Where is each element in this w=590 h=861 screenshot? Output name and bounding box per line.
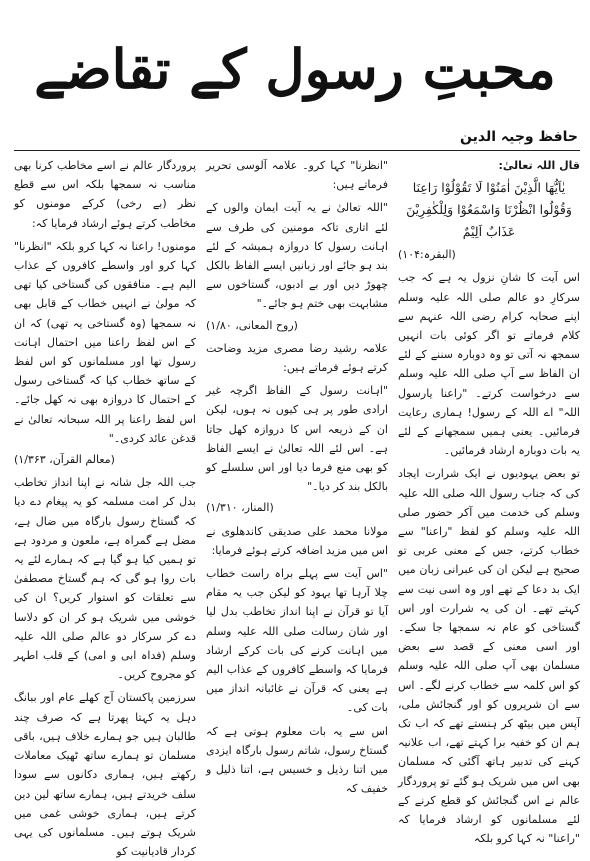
paragraph: مولانا محمد علی صدیقی کاندھلوی نے اس میں مزید اضافہ کرتے ہوئے فرمایا: (206, 524, 388, 557)
citation: (روح المعانی، ۱/۸۰) (206, 318, 298, 332)
column-heading: قال اللہ تعالیٰ: (498, 159, 580, 172)
column-middle (206, 156, 388, 796)
citation: (المنار، ۱/۳۱۰) (206, 501, 274, 515)
verse-reference: (البقرہ:۱۰۴) (398, 248, 456, 262)
paragraph: علامہ رشید رضا مصری مزید وضاحت کرتے ہوئے فرماتے ہیں: (206, 341, 388, 375)
article-title: محبتِ رسول کے تقاضے (34, 37, 556, 101)
column-left (14, 156, 196, 859)
quotation: "اللہ تعالیٰ نے یہ آیت ایمان والوں کے لئے اتاری تاکہ مومنین کی طرف سے اہانت رسول کا دروازہ ہمیشہ کے لئے بند ہو جائے اور زبانیں ایسے الفاظ بالکل چھوڑ دیں اور بے ادبوں، گستاخوں سے مشابہت بھی ختم ہو جائے۔" (206, 201, 388, 311)
column-right (398, 156, 580, 846)
quran-verse: یٰاَیُّھَا الَّذِیْنَ اٰمَنُوْا لَا تَقُوْلُوْا رَاعِنَا وَقُوْلُوا انْظُرْنَا وَاسْمَعُوْا وَلِلْکٰفِرِیْنَ عَذَابٌ اَلِیْمٌ (406, 180, 572, 240)
paragraph: "انظرنا" کہا کرو۔ علامہ آلوسی تحریر فرماتے ہیں: (206, 159, 388, 192)
quotation: مومنوں! راعنا نہ کہا کرو بلکہ "انظرنا" کہا کرو اور واسطے کافروں کے عذاب الیم ہے۔ منافقوں کی گستاخی کیا تھی کہ مولیٰ نے انہیں خطاب کے قابل بھی نہ سمجھا (وہ گستاخی یہ تھی) کہ ان کے اس لفظ راعنا میں احتمال اہانت رسول تھا اور مسلمانوں کو اس لفظ کے ساتھ خطاب کیا کہ گستاخی رسول کے احتمال کا دروازہ بھی نہ کھل جائے۔ اس لفظ راعنا پر اللہ سبحانہ تعالیٰ نے قدغن عائد کردی۔" (14, 239, 196, 445)
article-columns (14, 156, 580, 859)
paragraph: اس آیت کا شانِ نزول یہ ہے کہ جب سرکارِ دو عالم صلی اللہ علیہ وسلم اپنے صحابہ کرام رضی اللہ عنہم سے کلام فرماتے تو اگر کوئی بات انہیں سمجھ نہ آتی تو وہ دوبارہ سننے کے لئے ان الفاظ سے آپ صلی اللہ علیہ وسلم سے درخواست کرتے۔ "راعنا یارسول اللہ" اے اللہ کے رسول! ہماری رعایت فرمائیں۔ یعنی ہمیں سمجھانے کے لئے یہ بات دوبارہ ارشاد فرمائیں۔ (398, 271, 580, 458)
quotation: "اہانت رسول کے الفاظ اگرچہ غیر ارادی طور پر ہی کیوں نہ ہوں، لیکن ان کے ذریعہ اس کا دروازہ کھل جاتا ہے۔ اس لئے اللہ تعالیٰ نے ایسے الفاظ کو بھی منع فرما دیا اور اس سلسلے کو بالکل بند کر دیا۔" (206, 384, 388, 494)
paragraph: جب اللہ جل شانہ نے اپنا انداز تخاطب بدل کر امت مسلمہ کو یہ پیغام دے دیا کہ گستاخ رسول بارگاہ میں ضال ہے، مضل ہے گمراہ ہے، ملعون و مردود ہے تو ہمیں کیا ہو گیا ہے کہ ہمارے لئے یہ بات روا ہو گی کہ ہم گستاخ مصطفیٰ سے تعلقات کو استوار کریں؟ ان کی خوشی میں شریک ہو کر ان کو دلاسا دے کر سرکار دو عالم صلی اللہ علیہ وسلم (فداہ ابی و امی) کے قلب اطہر کو مجروح کریں۔ (14, 476, 196, 682)
quotation: "اس آیت سے پہلے براہ راست خطاب چلا آرہا تھا یہود کو لیکن جب یہ مقام آیا تو قرآن نے اپنا انداز تخاطب بدل لیا اور شان رسالت صلی اللہ علیہ وسلم میں اہانت کرنے کی بات کرکے ارشاد فرمایا کہ واسطے کافروں کے عذاب الیم ہے یعنی کہ قرآن نے غائبانہ انداز میں بات کی۔ (206, 567, 388, 715)
paragraph: تو بعض یہودیوں نے ایک شرارت ایجاد کی کہ جناب رسول اللہ صلی اللہ علیہ وسلم کی خدمت میں آکر حضور صلی اللہ علیہ وسلم کو لفظ "راعنا" سے خطاب کرتے، جس کے معنی عربی تو صحیح ہے لیکن ان کی عبرانی زبان میں ایک بد دعا کے تھے اور وہ اسی نیت سے کہتے تھے۔ ان کی یہ شرارت اور اس گستاخی کو عام نہ سمجھا جا سکے۔ اور اسی معنی کے قصد سے بعض مسلمان بھی آپ صلی اللہ علیہ وسلم کو اس کلمہ سے خطاب کرنے لگے۔ اس سے ان شریروں کو اور گنجائش ملی، آپس میں بیٹھ کر ہنستے تھے کہ اب تک ہم ان کو خفیہ برا کہتے تھے، اب علانیہ کہنے کی تدبیر ہاتھ آگئی کہ مسلمان بھی اس میں شریک ہو گئے تو پروردگار عالم نے اس گنجائش کو قطع کرنے کے لئے مسلمانوں کو ارشاد فرمایا کہ "راعنا" نہ کہا کرو بلکہ (398, 467, 580, 846)
citation: (معالم القرآن، ۱/۳۶۳) (14, 453, 115, 467)
paragraph: پروردگار عالم نے اسے مخاطب کرنا بھی مناسب نہ سمجھا بلکہ اس سے قطع نظر (بے رخی) کرکے مومنوں کو مخاطب کرتے ہوئے ارشاد فرمایا کہ: (14, 159, 196, 230)
paragraph: اس سے یہ بات معلوم ہوتی ہے کہ گستاخ رسول، شاتم رسول بارگاہ ایزدی میں اتنا رذیل و خسیس ہے، اتنا ذلیل و خفیف کہ (206, 724, 388, 796)
byline-row (14, 126, 580, 151)
author-name: حافظ وجیہ الدین (460, 129, 578, 145)
paragraph: سرزمین پاکستان آج کھلے عام اور ببانگ دہل یہ کہتا پھرتا ہے کہ صرف چند طالبان ہیں جو ہمارے خلاف ہیں، باقی مسلمان تو ہمارے ساتھ ٹھیک معاملات رکھتے ہیں، ہماری دکانوں سے سودا سلف خریدتے ہیں، ہمارے ساتھ لین دین کرتے ہیں، ہماری خوشی غمی میں شریک ہوتے ہیں۔ مسلمانوں کی یہی کردار قادیانیت کو (14, 691, 196, 859)
